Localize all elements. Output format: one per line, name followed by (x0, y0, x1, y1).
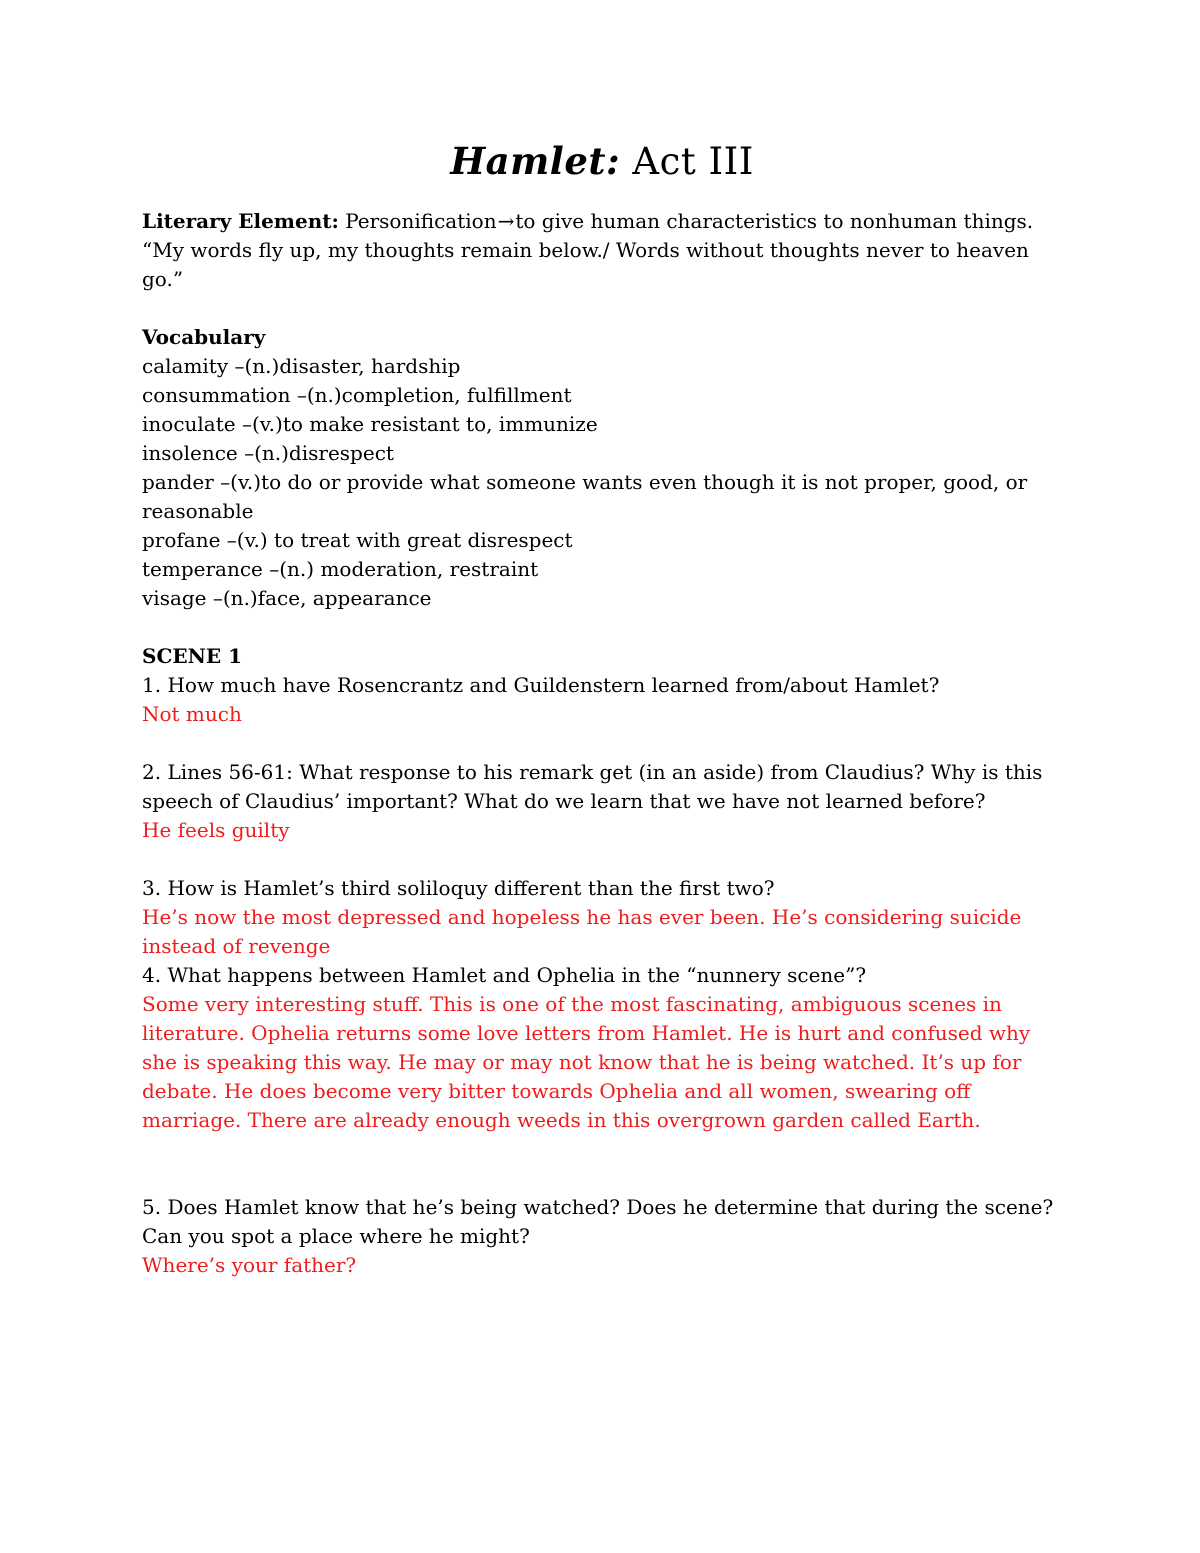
vocab-item: pander –(v.)to do or provide what someone wants even though it is not proper, good, or reasonable (142, 470, 1028, 523)
answer-3: He’s now the most depressed and hopeless he has ever been. He’s considering suicide instead of revenge (142, 905, 1022, 958)
literary-element-paragraph (142, 207, 1062, 236)
vocab-item: temperance –(n.) moderation, restraint (142, 557, 539, 581)
literary-element-term: Personification (338, 209, 497, 233)
answer-4: Some very interesting stuff. This is one of the most fascinating, ambiguous scenes in literature. Ophelia returns some love letters from Hamlet. He is hurt and confused why she is speaking this way. He may or may not know that he is being watched. It’s up for debate. He does become very bitter towards Ophelia and all women, swearing off marriage. There are already enough weeds in this overgrown garden called Earth. (142, 992, 1031, 1132)
spacer (142, 729, 1062, 758)
vocab-item: inoculate –(v.)to make resistant to, immunize (142, 412, 598, 436)
spacer (142, 294, 1062, 323)
scene-heading: SCENE 1 (142, 644, 243, 668)
answer-5: Where’s your father? (142, 1253, 357, 1277)
document-page (142, 138, 1062, 1280)
vocab-item: consummation –(n.)completion, fulfillment (142, 383, 572, 407)
spacer (142, 845, 1062, 874)
literary-element-quote: “My words fly up, my thoughts remain below./ Words without thoughts never to heaven go.” (142, 238, 1029, 291)
answer-1: Not much (142, 702, 242, 726)
vocab-item: calamity –(n.)disaster, hardship (142, 354, 461, 378)
question-2: 2. Lines 56-61: What response to his remark get (in an aside) from Claudius? Why is this speech of Claudius’ important? What do we learn that we have not learned before? (142, 760, 1043, 813)
question-1: 1. How much have Rosencrantz and Guildenstern learned from/about Hamlet? (142, 673, 940, 697)
page-title (142, 138, 1062, 185)
answer-2: He feels guilty (142, 818, 290, 842)
vocab-item: insolence –(n.)disrespect (142, 441, 394, 465)
question-5: 5. Does Hamlet know that he’s being watched? Does he determine that during the scene? Can you spot a place where he might? (142, 1195, 1054, 1248)
question-3: 3. How is Hamlet’s third soliloquy different than the first two? (142, 876, 775, 900)
literary-element-definition: to give human characteristics to nonhuman things. (515, 209, 1034, 233)
arrow-right-icon: → (497, 209, 515, 233)
vocabulary-heading: Vocabulary (142, 325, 266, 349)
spacer (142, 1164, 1062, 1193)
spacer (142, 613, 1062, 642)
play-title: Hamlet: (450, 139, 621, 183)
act-title: Act III (620, 140, 754, 183)
literary-element-label: Literary Element: (142, 209, 339, 233)
spacer (142, 1135, 1062, 1164)
question-4: 4. What happens between Hamlet and Ophelia in the “nunnery scene”? (142, 963, 867, 987)
vocab-item: visage –(n.)face, appearance (142, 586, 432, 610)
vocab-item: profane –(v.) to treat with great disrespect (142, 528, 573, 552)
